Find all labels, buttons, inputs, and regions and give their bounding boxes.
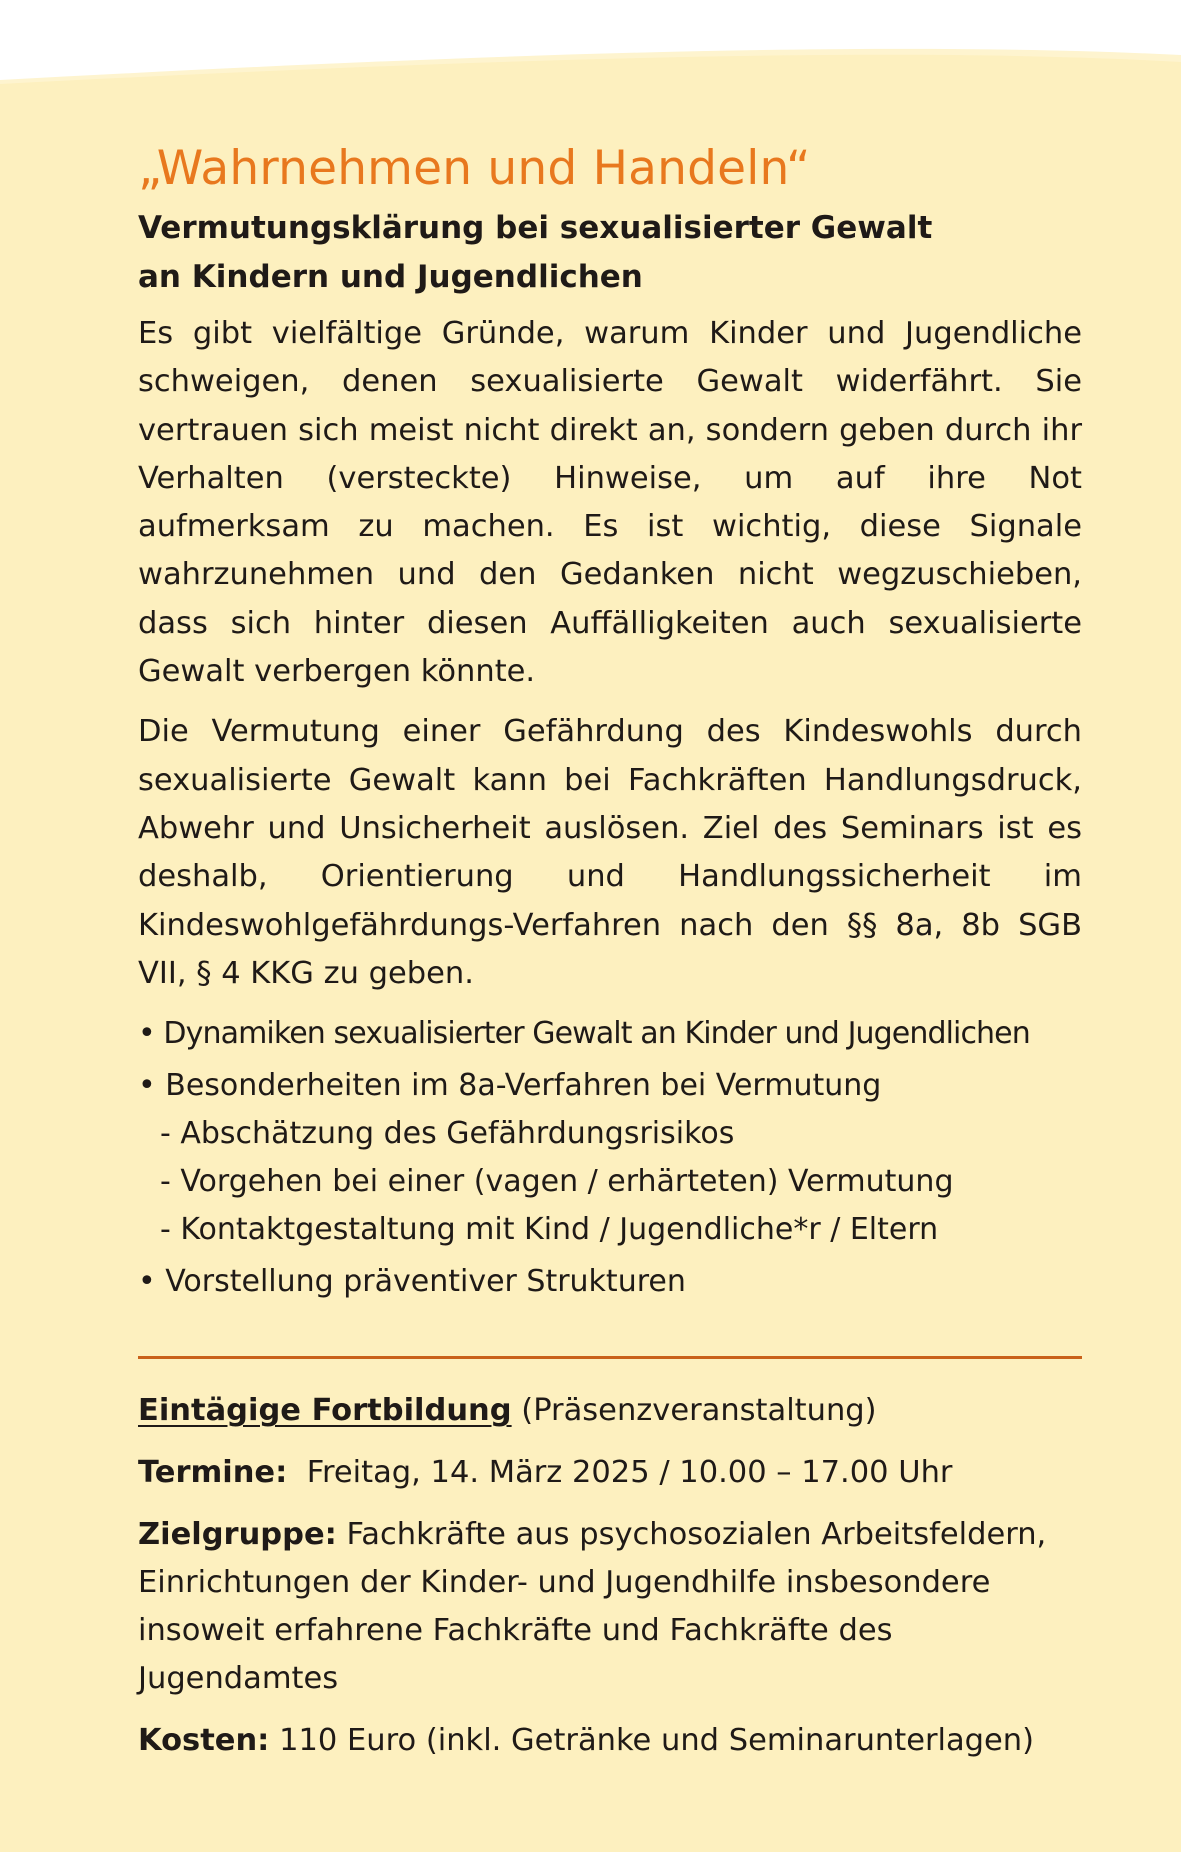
topic-item-label: • Besonderheiten im 8a-Verfahren bei Vermutung (138, 1068, 882, 1104)
topic-item (138, 1062, 1082, 1254)
intro-paragraph: Es gibt vielfältige Gründe, warum Kinder und Jugendliche schweigen, denen sexualisierte Gewalt widerfährt. Sie vertrauen sich meist nicht direkt an, sondern geben durch ihr Verhalten (versteckte) Hinweise, um auf ihre Not aufmerksam zu machen. Es ist wichtig, diese Signale wahrzunehmen und den Gedanken nicht wegzuschieben, dass sich hinter diesen Auffälligkeiten auch sexualisierte Gewalt verbergen könnte. (138, 316, 1082, 690)
cost-value: 110 Euro (inkl. Getränke und Seminarunterlagen) (269, 1723, 1035, 1759)
goal-paragraph: Die Vermutung einer Gefährdung des Kindeswohls durch sexualisierte Gewalt kann bei Fachkräften Handlungsdruck, Abwehr und Unsicherheit auslösen. Ziel des Seminars ist es deshalb, Orientierung und Handlungssicherheit im Kindeswohlgefährdungs-Verfahren nach den §§ 8a, 8b SGB VII, § 4 KKG zu geben. (138, 714, 1082, 991)
section-divider (138, 1356, 1082, 1359)
dates-value: Freitag, 14. März 2025 / 10.00 – 17.00 Uhr (287, 1455, 953, 1491)
audience-value: Fachkräfte aus psychosozialen Arbeitsfeldern, Einrichtungen der Kinder- und Jugendhilfe insbesondere insoweit erfahrene Fachkräfte und Fachkräfte des Jugendamtes (138, 1517, 1047, 1697)
cost-label: Kosten: (138, 1723, 270, 1759)
audience-label: Zielgruppe: (138, 1517, 337, 1553)
dates-label: Termine: (138, 1455, 288, 1491)
format-info (138, 1387, 1082, 1435)
topic-subitem: - Kontaktgestaltung mit Kind / Jugendliche*r / Eltern (160, 1212, 939, 1248)
page-title: „Wahrnehmen und Handeln“ (138, 141, 811, 196)
topic-item (138, 1010, 1082, 1058)
topic-list (138, 1010, 1082, 1306)
subtitle-line-1: Vermutungsklärung bei sexualisierter Gewalt (138, 210, 933, 246)
topic-item (138, 1258, 1082, 1306)
topic-subitem-list (138, 1110, 1082, 1254)
topic-subitem: - Vorgehen bei einer (vagen / erhärteten) Vermutung (160, 1164, 954, 1200)
top-wave-decoration (0, 0, 1181, 140)
dates-info (138, 1449, 1082, 1497)
format-label: Eintägige Fortbildung (138, 1393, 512, 1429)
format-value: (Präsenzveranstaltung) (511, 1393, 877, 1429)
topic-item-label: • Dynamiken sexualisierter Gewalt an Kinder und Jugendlichen (138, 1016, 1030, 1052)
cost-info (138, 1717, 1082, 1765)
topic-item-label: • Vorstellung präventiver Strukturen (138, 1264, 686, 1300)
topic-subitem: - Abschätzung des Gefährdungsrisikos (160, 1116, 735, 1152)
subtitle-line-2: an Kindern und Jugendlichen (138, 259, 643, 295)
flyer-content (138, 140, 1082, 1779)
audience-info (138, 1511, 1082, 1703)
subtitle (138, 204, 1082, 302)
